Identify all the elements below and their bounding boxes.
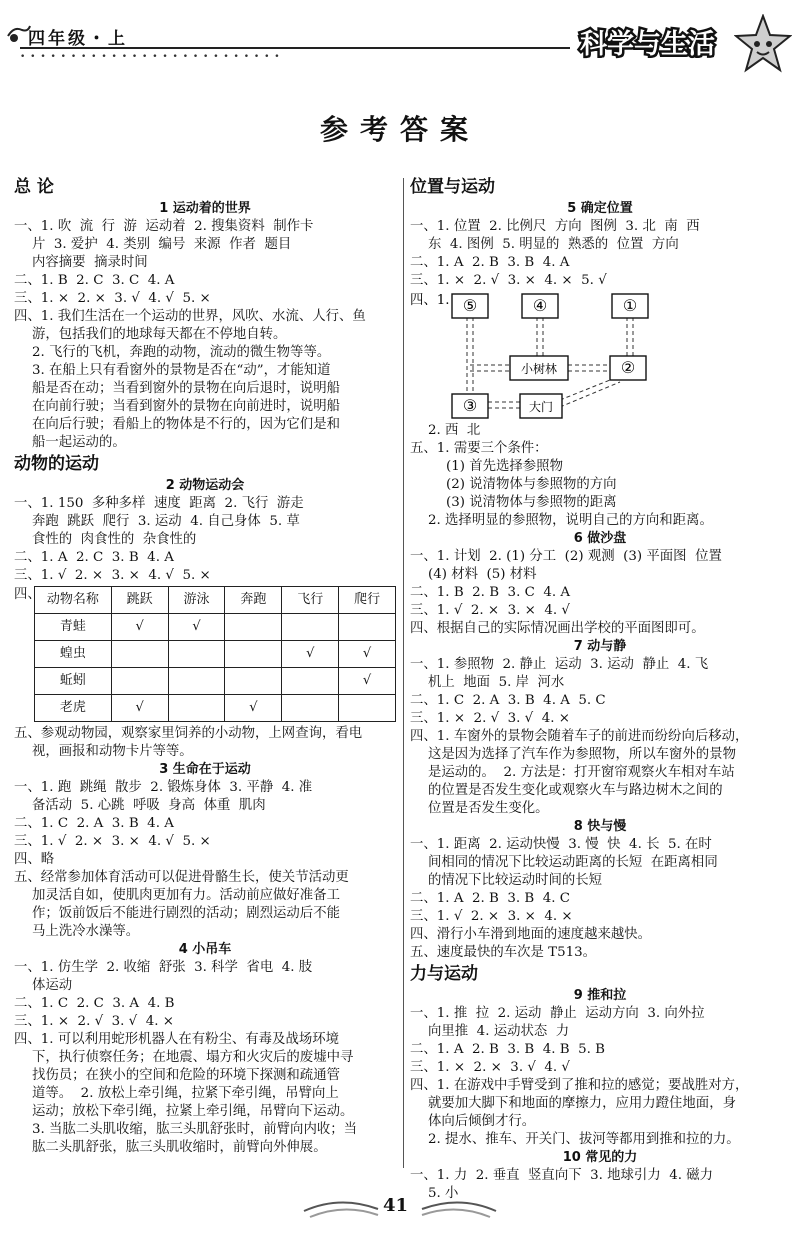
table-header-cell: 跳跃 — [111, 587, 168, 614]
answer-line: 这是因为选择了汽车作为参照物，所以车窗外的景物 — [428, 747, 736, 762]
location-label: ③ — [462, 396, 478, 415]
answer-line: 内容摘要 摘录时间 — [32, 255, 148, 270]
star-mascot-icon — [734, 14, 792, 74]
section-heading: 力与运动 — [410, 964, 478, 984]
table-cell: √ — [225, 695, 282, 722]
table-cell — [225, 641, 282, 668]
answer-line: 四、1. 车窗外的景物会随着车子的前进而纷纷向后移动， — [410, 729, 749, 744]
lesson-title: 10 常见的力 — [562, 1150, 638, 1165]
table-cell — [111, 641, 168, 668]
page-title: 参考答案 — [319, 113, 480, 146]
table-row — [35, 668, 396, 695]
answer-line: 肱二头肌舒张，肱三头肌收缩时，前臂向外伸展。 — [32, 1140, 327, 1155]
answer-line: 片 3. 爱护 4. 类别 编号 来源 作者 题目 — [32, 237, 292, 252]
answer-line: 二、1. C 2. A 3. B 4. A — [14, 816, 174, 831]
table-cell: √ — [339, 668, 396, 695]
position-map — [410, 290, 790, 422]
page-header — [0, 0, 800, 80]
answer-line: 一、1. 仿生学 2. 收缩 舒张 3. 科学 省电 4. 肢 — [14, 960, 313, 975]
table-cell: √ — [282, 641, 339, 668]
answer-line: 一、1. 推 拉 2. 运动 静止 运动方向 3. 向外拉 — [410, 1006, 705, 1021]
answer-line: 加灵活自如，使肌肉更加有力。活动前应做好准备工 — [32, 888, 340, 903]
answer-line: 三、1. × 2. √ 3. √ 4. × — [14, 1014, 174, 1029]
answer-line: 三、1. √ 2. × 3. × 4. √ 5. × — [14, 568, 211, 583]
lesson-title: 6 做沙盘 — [573, 531, 627, 546]
brand-title: 科学与生活 — [580, 29, 715, 60]
answer-line: 三、1. × 2. × 3. √ 4. √ — [410, 1060, 570, 1075]
right-column — [410, 175, 790, 1203]
answer-line: 3. 当肱二头肌收缩，肱三头肌舒张时，前臂向内收；当 — [32, 1122, 358, 1137]
answer-line: 食性的 肉食性的 杂食性的 — [32, 532, 197, 547]
answer-line: 船是否在动；当看到窗外的景物在向后退时，说明船 — [32, 381, 340, 396]
left-column — [14, 175, 396, 1157]
answer-line: 一、1. 参照物 2. 静止 运动 3. 运动 静止 4. 飞 — [410, 657, 709, 672]
answer-line: 2. 提水、推车、开关门、拔河等都用到推和拉的力。 — [428, 1132, 740, 1147]
answer-line: 奔跑 跳跃 爬行 3. 运动 4. 自己身体 5. 草 — [32, 514, 300, 529]
table-cell — [225, 668, 282, 695]
header-dots: • • • • • • • • • • • • • • • • • • • • • • • • • • — [20, 52, 281, 62]
answer-line: 5. 小 — [428, 1186, 459, 1201]
answer-line: 马上洗冷水澡等。 — [32, 924, 140, 939]
answer-line: 四、1. 在游戏中手臂受到了推和拉的感觉；要战胜对方， — [410, 1078, 749, 1093]
answer-line: (4) 材料 (5) 材料 — [428, 567, 537, 582]
answer-line: 东 4. 图例 5. 明显的 熟悉的 位置 方向 — [428, 237, 679, 252]
answer-line: 四、滑行小车滑到地面的速度越来越快。 — [410, 927, 652, 942]
answer-line: 五、经常参加体育活动可以促进骨骼生长，使关节活动更 — [14, 870, 349, 885]
answer-line: 二、1. A 2. C 3. B 4. A — [14, 550, 174, 565]
table-cell: 老虎 — [35, 695, 112, 722]
section-heading: 总 论 — [14, 177, 54, 197]
position-diagram — [410, 290, 790, 422]
answer-line: 四、1. 可以利用蛇形机器人在有粉尘、有毒及战场环境 — [14, 1032, 340, 1047]
lesson-title: 1 运动着的世界 — [159, 201, 251, 216]
table-cell — [282, 668, 339, 695]
answer-line: 四、1. 我们生活在一个运动的世界，风吹、水流、人行、鱼 — [14, 309, 366, 324]
answer-line: 二、1. A 2. B 3. B 4. C — [410, 891, 571, 906]
answer-line: 向里推 4. 运动状态 力 — [428, 1024, 570, 1039]
answer-line: 视，画报和动物卡片等等。 — [32, 744, 193, 759]
location-label: ④ — [532, 296, 548, 315]
table-cell: 蚯蚓 — [35, 668, 112, 695]
table-cell — [168, 668, 225, 695]
column-divider — [403, 178, 404, 1168]
answer-line: 一、1. 150 多种多样 速度 距离 2. 飞行 游走 — [14, 496, 304, 511]
answer-line: 一、1. 位置 2. 比例尺 方向 图例 3. 北 南 西 — [410, 219, 700, 234]
table-cell: 蝗虫 — [35, 641, 112, 668]
answer-line: 四、略 — [14, 852, 55, 867]
answer-line: 备活动 5. 心跳 呼吸 身高 体重 肌肉 — [32, 798, 266, 813]
location-label: 大门 — [528, 400, 554, 414]
table-cell: √ — [111, 695, 168, 722]
table-header-cell: 动物名称 — [35, 587, 112, 614]
table-cell: √ — [111, 614, 168, 641]
answer-line: 体向后倾倒才行。 — [428, 1114, 536, 1129]
answer-line: 2. 西 北 — [428, 423, 481, 438]
answer-line: 3. 在船上只有看窗外的景物是否在“动”，才能知道 — [32, 363, 331, 378]
table-row — [35, 614, 396, 641]
answer-line: 游，包括我们的地球每天都在不停地自转。 — [32, 327, 287, 342]
table-header-cell: 游泳 — [168, 587, 225, 614]
question-number: 四、1. — [410, 293, 450, 308]
answer-line: 机上 地面 5. 岸 河水 — [428, 675, 565, 690]
answer-line: 道等。 2. 放松上牵引绳，拉紧下牵引绳，吊臂向上 — [32, 1086, 339, 1101]
answer-line: 2. 选择明显的参照物，说明自己的方向和距离。 — [428, 513, 713, 528]
table-cell — [168, 695, 225, 722]
table-cell: √ — [168, 614, 225, 641]
page-footer — [0, 1185, 800, 1235]
answer-line: 一、1. 跑 跳绳 散步 2. 锻炼身体 3. 平静 4. 准 — [14, 780, 313, 795]
lesson-title: 4 小吊车 — [178, 942, 232, 957]
lesson-title: 8 快与慢 — [573, 819, 627, 834]
answer-line: 作；饭前饭后不能进行剧烈的活动；剧烈运动后不能 — [32, 906, 340, 921]
answer-line: 2. 飞行的飞机，奔跑的动物，流动的微生物等等。 — [32, 345, 331, 360]
section-heading: 动物的运动 — [14, 454, 99, 474]
lesson-title: 9 推和拉 — [573, 988, 627, 1003]
answer-line: 四、根据自己的实际情况画出学校的平面图即可。 — [410, 621, 705, 636]
answer-line: 五、速度最快的车次是 T513。 — [410, 945, 597, 960]
answer-line: 二、1. A 2. B 3. B 4. A — [410, 255, 570, 270]
answer-line: 一、1. 力 2. 垂直 竖直向下 3. 地球引力 4. 磁力 — [410, 1168, 714, 1183]
answer-line: 三、1. √ 2. × 3. × 4. × — [410, 909, 573, 924]
path-line — [560, 378, 615, 400]
answer-line: 三、1. √ 2. × 3. × 4. √ 5. × — [14, 834, 211, 849]
answer-line: 是运动的。 2. 方法是：打开窗帘观察火车相对车站 — [428, 765, 735, 780]
answer-line: 三、1. × 2. × 3. √ 4. √ 5. × — [14, 291, 211, 306]
answer-line: 的情况下比较运动时间的长短 — [428, 873, 603, 888]
answer-line: 二、1. B 2. B 3. C 4. A — [410, 585, 571, 600]
table-cell: √ — [339, 641, 396, 668]
lesson-title: 3 生命在于运动 — [159, 762, 251, 777]
answer-line: 间相同的情况下比较运动距离的长短 在距离相同 — [428, 855, 718, 870]
header-rule — [20, 47, 570, 49]
answer-line: 二、1. C 2. A 3. B 4. A 5. C — [410, 693, 606, 708]
section-heading: 位置与运动 — [410, 177, 495, 197]
answer-line: 三、1. × 2. √ 3. × 4. × 5. √ — [410, 273, 607, 288]
answer-line: 三、1. √ 2. × 3. × 4. √ — [410, 603, 570, 618]
answer-line: 就要加大脚下和地面的摩擦力，应用力蹬住地面，身 — [428, 1096, 736, 1111]
table-header-cell: 飞行 — [282, 587, 339, 614]
answer-line: 船一起运动的。 — [32, 435, 126, 450]
page-number: 41 — [383, 1195, 409, 1216]
answer-line: 在向前行驶；当看到窗外的景物在向前进时，说明船 — [32, 399, 340, 414]
answer-line: 位置是否发生变化。 — [428, 801, 549, 816]
table-header-cell: 奔跑 — [225, 587, 282, 614]
lesson-title: 7 动与静 — [573, 639, 627, 654]
table-row — [35, 641, 396, 668]
lesson-title: 5 确定位置 — [567, 201, 633, 216]
answer-line: 体运动 — [32, 978, 73, 993]
answer-line: 找伤员；在狭小的空间和危险的环境下探测和疏通管 — [32, 1068, 340, 1083]
table-header-cell: 爬行 — [339, 587, 396, 614]
table-cell — [339, 614, 396, 641]
table-cell: 青蛙 — [35, 614, 112, 641]
answer-line: 一、1. 距离 2. 运动快慢 3. 慢 快 4. 长 5. 在时 — [410, 837, 712, 852]
answer-line: (3) 说清物体与参照物的距离 — [446, 495, 617, 510]
location-label: ② — [620, 358, 636, 377]
table-cell — [168, 641, 225, 668]
table-cell — [282, 695, 339, 722]
lesson-title: 2 动物运动会 — [165, 478, 245, 493]
table-cell — [225, 614, 282, 641]
answer-line: 二、1. A 2. B 3. B 4. B 5. B — [410, 1042, 606, 1057]
grade-label: 四年级・上 — [28, 29, 128, 49]
location-label: ⑤ — [462, 296, 478, 315]
answer-line: 五、1. 需要三个条件： — [410, 441, 548, 456]
answer-line: (1) 首先选择参照物 — [446, 459, 563, 474]
answer-line: 五、参观动物园，观察家里饲养的小动物，上网查询，看电 — [14, 726, 363, 741]
table-row — [35, 695, 396, 722]
location-label: ① — [622, 296, 638, 315]
answer-line: 在向后行驶；看船上的物体是不行的，因为它们是和 — [32, 417, 340, 432]
answer-line: (2) 说清物体与参照物的方向 — [446, 477, 617, 492]
answer-line: 一、1. 吹 流 行 游 运动着 2. 搜集资料 制作卡 — [14, 219, 314, 234]
answer-line: 二、1. B 2. C 3. C 4. A — [14, 273, 175, 288]
table-cell — [339, 695, 396, 722]
answer-line: 运动；放松下牵引绳，拉紧上牵引绳，吊臂向下运动。 — [32, 1104, 354, 1119]
answer-line: 二、1. C 2. C 3. A 4. B — [14, 996, 175, 1011]
answer-line: 三、1. × 2. √ 3. √ 4. × — [410, 711, 570, 726]
table-cell — [111, 668, 168, 695]
animal-movement-table — [34, 586, 396, 722]
table-cell — [282, 614, 339, 641]
location-label: 小树林 — [520, 362, 558, 376]
answer-line: 下，执行侦察任务；在地震、塌方和火灾后的废墟中寻 — [32, 1050, 354, 1065]
table-header-row — [35, 587, 396, 614]
question-number: 四、 — [14, 587, 41, 602]
answer-line: 的位置是否发生变化或观察火车与路边树木之间的 — [428, 783, 723, 798]
answer-line: 一、1. 计划 2. (1) 分工 (2) 观测 (3) 平面图 位置 — [410, 549, 722, 564]
path-line — [560, 382, 620, 407]
